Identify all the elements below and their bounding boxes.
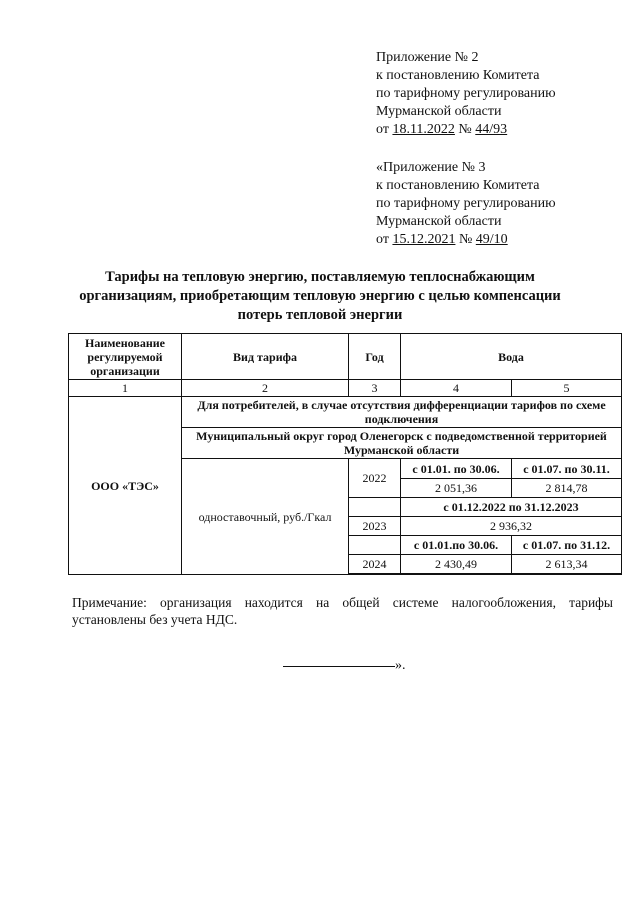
organization-name: ООО «ТЭС» bbox=[69, 397, 182, 575]
column-number: 4 bbox=[401, 380, 512, 397]
document-title bbox=[70, 268, 570, 325]
closing-quote: ». bbox=[395, 658, 406, 673]
title-line: Тарифы на тепловую энергию, поставляемую теплоснабжающим bbox=[105, 269, 535, 285]
tariff-value: 2 936,32 bbox=[401, 517, 622, 536]
appendix-line: Приложение № 2 bbox=[376, 50, 479, 65]
resolution-reference bbox=[376, 231, 556, 249]
resolution-reference bbox=[376, 121, 556, 139]
appendix-line: к постановлению Комитета bbox=[376, 68, 540, 83]
period-header: с 01.07. по 30.11. bbox=[512, 459, 622, 479]
empty-cell bbox=[349, 574, 401, 575]
period-header: с 01.01.по 30.06. bbox=[401, 536, 512, 555]
tariff-value: 2 814,78 bbox=[512, 479, 622, 498]
appendix-line: Мурманской области bbox=[376, 104, 502, 119]
title-line: потерь тепловой энергии bbox=[237, 307, 403, 323]
footnote: Примечание: организация находится на общей системе налогообложения, тарифы установлены без учета НДС. bbox=[72, 595, 613, 627]
year-2023: 2023 bbox=[349, 517, 401, 536]
empty-cell bbox=[401, 574, 512, 575]
tariff-kind: одноставочный, руб./Гкал bbox=[182, 459, 349, 575]
column-number: 1 bbox=[69, 380, 182, 397]
header-org: Наименование регулируемой организации bbox=[69, 334, 182, 380]
appendix-line: Мурманской области bbox=[376, 214, 502, 229]
resolution-date: 18.11.2022 bbox=[392, 122, 455, 137]
appendix-line: по тарифному регулированию bbox=[376, 86, 556, 101]
table-header-row bbox=[69, 334, 622, 380]
appendix-line: к постановлению Комитета bbox=[376, 178, 540, 193]
column-number: 5 bbox=[512, 380, 622, 397]
consumer-group: Для потребителей, в случае отсутствия дифференциации тарифов по схеме подключения bbox=[182, 397, 622, 428]
header-year: Год bbox=[349, 334, 401, 380]
tariff-table bbox=[68, 333, 622, 575]
period-header: с 01.07. по 31.12. bbox=[512, 536, 622, 555]
resolution-number: 49/10 bbox=[475, 232, 508, 247]
appendix-header-current bbox=[376, 49, 556, 139]
number-sign: № bbox=[458, 232, 473, 247]
column-number-row bbox=[69, 380, 622, 397]
period-header: с 01.01. по 30.06. bbox=[401, 459, 512, 479]
column-number: 2 bbox=[182, 380, 349, 397]
resolution-date: 15.12.2021 bbox=[392, 232, 456, 247]
empty-cell bbox=[512, 574, 622, 575]
header-tariff-type: Вид тарифа bbox=[182, 334, 349, 380]
header-water: Вода bbox=[401, 334, 622, 380]
tariff-value: 2 051,36 bbox=[401, 479, 512, 498]
title-line: организациям, приобретающим тепловую энергию с целью компенсации bbox=[79, 288, 561, 304]
tariff-value: 2 613,34 bbox=[512, 555, 622, 574]
territory: Муниципальный округ город Оленегорск с подведомственной территорией Мурманской области bbox=[182, 428, 622, 459]
table-row bbox=[69, 397, 622, 428]
tariff-value: 2 430,49 bbox=[401, 555, 512, 574]
signature-line bbox=[283, 666, 395, 667]
resolution-number: 44/93 bbox=[475, 122, 508, 137]
appendix-line: «Приложение № 3 bbox=[376, 160, 486, 175]
empty-cell bbox=[349, 498, 401, 517]
closing-mark bbox=[283, 658, 406, 674]
ref-prefix: от bbox=[376, 122, 389, 137]
column-number: 3 bbox=[349, 380, 401, 397]
ref-prefix: от bbox=[376, 232, 389, 247]
year-2024: 2024 bbox=[349, 555, 401, 574]
year-2022: 2022 bbox=[349, 459, 401, 498]
empty-cell bbox=[349, 536, 401, 555]
period-header: с 01.12.2022 по 31.12.2023 bbox=[401, 498, 622, 517]
number-sign: № bbox=[458, 122, 472, 137]
appendix-header-previous bbox=[376, 159, 556, 249]
appendix-line: по тарифному регулированию bbox=[376, 196, 556, 211]
